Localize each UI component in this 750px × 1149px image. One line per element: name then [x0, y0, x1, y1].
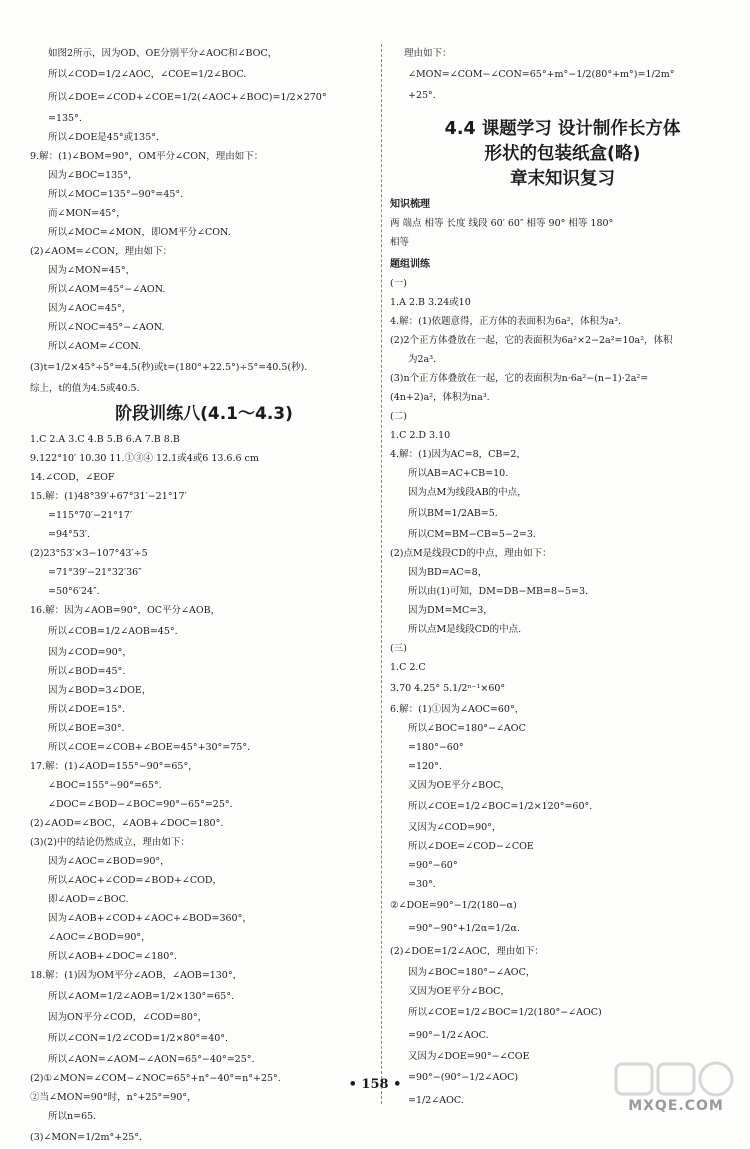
left-column: [30, 44, 378, 1149]
text-line: 所以∠DOE是45°或135°.: [48, 132, 160, 143]
text-line: (2)23°53′×3−107°43′÷5: [30, 548, 148, 559]
text-line: 又因为∠DOE=90°−∠COE: [408, 1051, 530, 1062]
text-line: (2)∠AOD=∠BOC，∠AOB+∠DOC=180°.: [30, 818, 224, 829]
text-line: =115°70′−21°17′: [48, 510, 133, 521]
text-line: +25°.: [408, 90, 436, 101]
text-line: 因为∠BOD=3∠DOE，: [48, 685, 152, 696]
text-line: 4.解：(1)因为AC=8，CB=2，: [390, 449, 526, 460]
text-line: (3)t=1/2×45°÷5°=4.5(秒)或t=(180°+22.5°)÷5°=40.5(秒).: [30, 362, 308, 373]
text-line: (2)2个正方体叠放在一起，它的表面积为6a²×2−2a²=10a²，体积: [390, 335, 673, 346]
text-line: 17.解：(1)∠AOD=155°−90°=65°，: [30, 761, 198, 772]
text-line: ②当∠MON=90°时，n°+25°=90°，: [30, 1092, 197, 1103]
chapter-heading: 章末知识复习: [510, 169, 615, 189]
text-line: 所以点M是线段CD的中点.: [408, 624, 522, 635]
text-line: 又因为OE平分∠BOC，: [408, 780, 510, 791]
text-line: 所以n=65.: [48, 1111, 97, 1122]
text-line: 而∠MON=45°，: [48, 208, 126, 219]
subsection-heading: 题组训练: [390, 259, 430, 270]
text-line: 所以∠COD=1/2∠AOC，∠COE=1/2∠BOC.: [48, 69, 247, 80]
text-line: 因为∠MON=45°，: [48, 265, 136, 276]
text-line: (2)①∠MON=∠COM−∠NOC=65°+n°−40°=n°+25°.: [30, 1073, 281, 1084]
text-line: 所以AB=AC+CB=10.: [408, 468, 509, 479]
text-line: 3.70 4.25° 5.1/2ⁿ⁻¹×60°: [390, 683, 506, 694]
column-divider: [381, 44, 382, 1104]
text-line: 又因为∠COD=90°，: [408, 822, 502, 833]
text-line: ②∠DOE=90°−1/2(180−α): [390, 900, 517, 911]
text-line: 所以∠NOC=45°−∠AON.: [48, 322, 165, 333]
text-line: 所以∠MOC=∠MON，即OM平分∠CON.: [48, 227, 231, 238]
text-line: 所以BM=1/2AB=5.: [408, 508, 498, 519]
text-line: (2)∠AOM=∠CON，理由如下：: [30, 246, 173, 257]
text-line: 因为ON平分∠COD，∠COD=80°，: [48, 1012, 208, 1023]
text-line: (2)点M是线段CD的中点，理由如下：: [390, 548, 552, 559]
text-line: 因为DM=MC=3，: [408, 605, 493, 616]
text-line: 9.解：(1)∠BOM=90°，OM平分∠CON，理由如下：: [30, 151, 264, 162]
text-line: 1.C 2.A 3.C 4.B 5.B 6.A 7.B 8.B: [30, 434, 180, 445]
text-line: (4n+2)a²，体积为na³.: [390, 392, 490, 403]
text-line: =1/2∠AOC.: [408, 1095, 464, 1106]
text-line: 理由如下：: [404, 48, 452, 59]
text-line: 所以∠MOC=135°−90°=45°.: [48, 189, 184, 200]
text-line: (3)∠MON=1/2m°+25°.: [30, 1132, 143, 1143]
text-line: =94°53′.: [48, 529, 91, 540]
text-line: 4.解：(1)依题意得，正方体的表面积为6a²，体积为a³.: [390, 316, 622, 327]
text-line: =135°.: [48, 113, 82, 124]
text-line: 因为∠AOC=∠BOD=90°，: [48, 856, 170, 867]
text-line: 所以∠AOM=45°−∠AON.: [48, 284, 166, 295]
text-line: 所以∠DOE=15°.: [48, 704, 126, 715]
text-line: 所以∠BOC=180°−∠AOC: [408, 723, 526, 734]
text-line: (3)n个正方体叠放在一起，它的表面积为n·6a²−(n−1)·2a²=: [390, 373, 649, 384]
text-line: 因为∠AOB+∠COD+∠AOC+∠BOD=360°，: [48, 913, 252, 924]
text-line: (3)(2)中的结论仍然成立，理由如下：: [30, 837, 190, 848]
text-line: 14.∠COD，∠EOF: [30, 472, 115, 483]
text-line: ∠AOC=∠BOD=90°，: [48, 932, 151, 943]
text-line: 所以∠COE=∠COB+∠BOE=45°+30°=75°.: [48, 742, 251, 753]
right-column: [390, 44, 735, 1112]
text-line: (二): [390, 411, 407, 422]
text-line: 因为点M为线段AB的中点，: [408, 487, 527, 498]
text-line: 综上，t的值为4.5或40.5.: [30, 383, 140, 394]
text-line: 所以∠AOB+∠DOC=∠180°.: [48, 951, 178, 962]
page-number: • 158 •: [348, 1077, 402, 1092]
text-line: 15.解：(1)48°39′+67°31′−21°17′: [30, 491, 187, 502]
text-line: 所以∠COE=1/2∠BOC=1/2(180°−∠AOC): [408, 1007, 602, 1018]
text-line: 因为∠BOC=135°，: [48, 170, 138, 181]
text-line: =120°.: [408, 761, 442, 772]
text-line: =90°−(90°−1/2∠AOC): [408, 1072, 519, 1083]
text-line: 如图2所示，因为OD、OE分别平分∠AOC和∠BOC，: [48, 48, 278, 59]
text-line: 16.解：因为∠AOB=90°，OC平分∠AOB，: [30, 605, 221, 616]
text-line: 所以∠DOE=∠COD−∠COE: [408, 841, 534, 852]
text-line: 所以∠AOC+∠COD=∠BOD+∠COD，: [48, 875, 223, 886]
text-line: =90°−1/2∠AOC.: [408, 1030, 489, 1041]
text-line: 18.解：(1)因为OM平分∠AOB，∠AOB=130°，: [30, 970, 243, 981]
text-line: 所以∠BOE=30°.: [48, 723, 125, 734]
text-line: (三): [390, 643, 407, 654]
text-line: 因为∠AOC=45°，: [48, 303, 132, 314]
text-line: 又因为OE平分∠BOC，: [408, 986, 510, 997]
text-line: 所以由(1)可知，DM=DB−MB=8−5=3.: [408, 586, 589, 597]
text-line: 所以∠CON=1/2∠COD=1/2×80°=40°.: [48, 1033, 229, 1044]
text-line: =90°−60°: [408, 860, 458, 871]
text-line: =50°6′24″.: [48, 586, 100, 597]
text-line: 所以∠AON=∠AOM−∠AON=65°−40°=25°.: [48, 1054, 255, 1065]
text-line: (2)∠DOE=1/2∠AOC，理由如下：: [390, 946, 544, 957]
text-line: 因为BD=AC=8，: [408, 567, 488, 578]
text-line: 两 端点 相等 长度 线段 60′ 60″ 相等 90° 相等 180°: [390, 218, 614, 229]
text-line: 1.C 2.C: [390, 662, 426, 673]
text-line: 所以∠AOM=∠CON.: [48, 341, 142, 352]
text-line: ∠BOC=155°−90°=65°.: [48, 780, 162, 791]
subsection-heading: 知识梳理: [390, 199, 430, 210]
text-line: ∠DOC=∠BOD−∠BOC=90°−65°=25°.: [48, 799, 233, 810]
text-line: 所以CM=BM−CB=5−2=3.: [408, 529, 536, 540]
chapter-heading: 4.4 课题学习 设计制作长方体: [444, 119, 681, 139]
text-line: 相等: [390, 237, 410, 248]
section-heading: 阶段训练八(4.1～4.3): [115, 404, 293, 424]
text-line: 因为∠COD=90°，: [48, 647, 132, 658]
text-line: 1.C 2.D 3.10: [390, 430, 451, 441]
text-line: =90°−90°+1/2α=1/2α.: [408, 923, 520, 934]
text-line: 为2a³.: [408, 354, 437, 365]
text-line: 1.A 2.B 3.24或10: [390, 297, 471, 308]
text-line: =30°.: [408, 879, 436, 890]
text-line: 9.122°10′ 10.30 11.①③④ 12.1或4或6 13.6.6 cm: [30, 453, 259, 464]
text-line: (一): [390, 278, 407, 289]
text-line: 所以∠DOE=∠COD+∠COE=1/2(∠AOC+∠BOC)=1/2×270°: [48, 92, 327, 103]
chapter-heading: 形状的包装纸盒(略): [484, 144, 641, 164]
text-line: 所以∠BOD=45°.: [48, 666, 126, 677]
text-line: 所以∠COB=1/2∠AOB=45°.: [48, 626, 178, 637]
watermark-text: MXQE.COM: [628, 1098, 724, 1114]
text-line: 因为∠BOC=180°−∠AOC，: [408, 967, 536, 978]
text-line: 6.解：(1)①因为∠AOC=60°，: [390, 704, 525, 715]
text-line: 所以∠COE=1/2∠BOC=1/2×120°=60°.: [408, 801, 593, 812]
text-line: =180°−60°: [408, 742, 464, 753]
text-line: 即∠AOD=∠BOC.: [48, 894, 129, 905]
text-line: 所以∠AOM=1/2∠AOB=1/2×130°=65°.: [48, 991, 235, 1002]
text-line: ∠MON=∠COM−∠CON=65°+m°−1/2(80°+m°)=1/2m°: [408, 69, 675, 80]
text-line: =71°39′−21°32′36″: [48, 567, 142, 578]
